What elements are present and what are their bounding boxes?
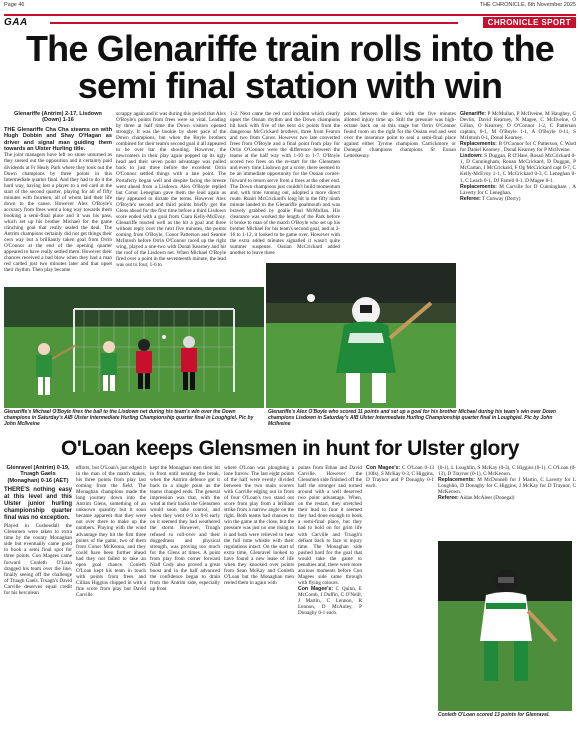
lisdown-team bbox=[460, 153, 576, 183]
story2-column-5 bbox=[298, 465, 362, 733]
story1-body-4: points between the sides with the five minutes allotted injury time up. Still the pressure was high-octane back on at this stage but Orrin O'Connor found room on the right for the Ossian end and sent over the insurance point to seal a semi-final place against either Tyrone champions Carrickmore or Donegal champions champions St Eunan Letterkenny. bbox=[344, 111, 456, 160]
photo2-caption: Glenariffe's Alex O'Boyle who scored 11 points and set up a goal for his brother Michael during his team's win over Down champions Lisdown in Saturday's AIB Ulster Intermediate Hurling Championship quarter final in Loughgiel. Pic by John McIlveine bbox=[268, 409, 556, 427]
paper-dateline: THE CHRONICLE, 6th November 2025 bbox=[479, 2, 576, 8]
glen-reps-text: B O'Connor for C Patterson, C Ward for Daniel Kearney , Donal Kearney for P McIlveine. bbox=[460, 141, 576, 154]
lis-reps-label: Replacements: bbox=[460, 183, 497, 190]
referee-name: T Conway (Derry) bbox=[481, 195, 521, 202]
story2-column-6 bbox=[366, 465, 434, 733]
photo-player-illustration bbox=[266, 263, 456, 408]
section-rule bbox=[50, 22, 458, 24]
con-magees-label: Con Magee's: bbox=[298, 585, 333, 592]
gaa-logo: GAA bbox=[4, 17, 28, 28]
glenariffe-replacements bbox=[460, 141, 576, 153]
photo3-caption: Conleth O'Loan scored 13 points for Glenravel. bbox=[438, 712, 550, 718]
photo-player-action bbox=[266, 263, 456, 408]
photo-goalmouth-illustration bbox=[4, 287, 264, 408]
second-headline: O'Loan keeps Glensmen in hunt for Ulster glory bbox=[60, 437, 519, 460]
section-header bbox=[4, 14, 576, 28]
story1-lede: THE Glenariffe Cha Cha steams on with Hugh Dobbin and Shay O'Hagan as driver and signal man guiding them towards an Ulster Hurling title. bbox=[4, 126, 112, 153]
story2-column-3 bbox=[150, 465, 220, 733]
referee-label: Referee: bbox=[460, 195, 481, 202]
story1-column-5 bbox=[460, 111, 576, 404]
con-magees-team bbox=[298, 586, 362, 616]
story2-body-3: kept the Monaghan men their bit in front until nearing the break, when the Antrim defence got it back to a single point as the teams changed ends. The general impression was that, with the wind at their backs the Glensmen would soon take control, and when they went 0-9 to 0-8 early on it seemed they had weathered the storm. However, Truagh refused to roll-over and their doggedness and physical strength, was proving too much for the Glens at times. A point from play from corner forward Niall Cody also proved a great boost and in the half advanced the confidence began to drain from the Antrim side, especially up front bbox=[150, 465, 220, 592]
story1-scoreline: Glenariffe (Antrim) 2-17, Lisdown (Down) 1-16 bbox=[14, 111, 102, 124]
glenariffe-players: P McMullan, P McIlveine, M Haughey, C Devlin, David Kearney, N Magee, C McIlveine, O Gillan, O Kearney, O O'Connor 1-2, C Patterson captain, 0-1, M O'Boyle 1-1, A O'Boyle 0-11, S McIntosh 0-1, Donal Kearney. bbox=[460, 111, 576, 142]
photo1-caption: Glenariffe's Michael O'Boyle fires the ball to the Lisdown net during his team's win over the Down champions in Saturday's AIB Ulster Intermediate Hurling Championship quarter final in Loughgiel. Pic by John McIlveine bbox=[4, 409, 254, 427]
glenariffe-team bbox=[460, 111, 576, 141]
story2-ref-label: Referee: bbox=[438, 495, 459, 502]
story1-column-2 bbox=[116, 111, 226, 285]
story2-scoreline: Glenravel (Antrim) 0-19, Truagh Gaels (Monaghan) 0-16 (AET) bbox=[6, 465, 70, 484]
lisdown-replacements bbox=[460, 184, 576, 196]
lis-reps-text: M Carville for D Cunningham , A Laverty for C Leneghan. bbox=[460, 183, 576, 196]
photo-oloan-illustration bbox=[438, 541, 572, 711]
scorers-label: Con Magee's: bbox=[366, 465, 401, 471]
con-magees-scorers bbox=[366, 465, 434, 489]
photo-goalmouth-action bbox=[4, 287, 264, 408]
glen-reps-label: Replacements: bbox=[460, 141, 497, 148]
story1-column-3 bbox=[230, 111, 340, 285]
story1-referee bbox=[460, 196, 576, 202]
story2-lede: THERE'S nothing easy at this level and this Ulster junior hurling championship quarter final was no exception. bbox=[4, 487, 72, 522]
lisdown-players: S Duggan, R O'Hare, Rosari McCrickard 0-1, D Cunningham, Ronan McCrickard, D Duggan, P McCartan, J McCrickard, F Og McCrickard capt 0-7, C Kelly-McEvoy 1-1, C McCrickard 0-3, C Leneghan 0-1, C Leach 0-1, DJ Farrell 0-1, D Magee 0-1. bbox=[460, 153, 576, 184]
story2-column-1 bbox=[4, 465, 72, 733]
photo-conleth-oloan bbox=[438, 541, 572, 711]
main-headline: The Glenariffe train rolls into the semi final station with win bbox=[25, 28, 555, 106]
story2-referee bbox=[438, 495, 576, 501]
story2-body-1: Played in Cushendall the Glensmen were taken to extra time by the county Monaghan side but eventually came good to book a semi final spot for three points. Con Magees came forward Conleth O'Loan dragged his team over the line, finally seeing off the challenge of Truagh Gaels. Truagh's David Carville deserves equal credit for his herculean bbox=[4, 523, 72, 596]
story2-column-2 bbox=[76, 465, 146, 733]
glenariffe-label: Glenariffe: bbox=[460, 111, 486, 117]
story2-ref-name: Aidan McAleer (Donegal) bbox=[459, 495, 515, 502]
story2-lineup-cont: (0-1), L Loughlin, S McKay (0-3), C Higgins (0-1), C O'Loan (0-13), D Traynor (0-1), C McKeown. bbox=[438, 465, 576, 478]
story1-column-1 bbox=[4, 111, 112, 285]
chronicle-sport-banner: CHRONICLE SPORT bbox=[483, 17, 576, 28]
story2-reps-label: Replacements: bbox=[438, 477, 475, 484]
lisdown-label: Lisdown: bbox=[460, 153, 483, 160]
story2-replacements bbox=[438, 477, 576, 495]
story1-body-3: 1-2. Next came the red card incident which clearly upset the Ossian rhythm and the Down champions hit back with five of the next six points from the dangerous McCrickard brothers, three from Fearon and two from Conor. However two late converted frees from O'Boyle and a final point from play for Orrin O'Connor were the difference between the teams at the half way with 1-10 to 1-7. O'Boyle scored two frees on the re-start for the Glensmen and every time Lisdown got a score, there seemed to be an immediate opportunity for the Ossian corner-forward to return serve from a frees at the other end. The Down champions just couldn't build momentum and, with time running out, adopted a more direct route. Ruairi McCrickard's long hit in the fifty ninth minute landed in the Glenariffe goalmouth and was bravely grabbed by goalie Paul McMullan. His clearance was worked the length of the Park before it broke to man of the match O'Boyle who set up his brother Michael for his team's second goal, and at 2-16 to 1-12, it looked to be game over. However with the extra added minutes signalled it wasn't quite summer suspense. Ossian McCrickard added another to leave three bbox=[230, 111, 340, 257]
con-magees-players: C Quinn, E McComb, J Duffin, C O'Neill, J Martin, C Lennon, R Lennon, D McAuley, P Donaghy 0-1 each. bbox=[298, 585, 362, 617]
scorers-text: C O'Loan 0-13 (10fs), S McKay 0-3, C Higgins, D Traynor and P Donaghy 0-1 each. bbox=[366, 465, 434, 490]
story2-column-7 bbox=[438, 465, 576, 537]
story1-body-1: The joint managers have left no stone unturned as they sussed out the opposition and it certainly paid dividends at Fr Healy Park where they took out the Down champions by three points in this Intermediate quarter final. And they had to do it the hard way, having lost a player to a red card at the start of the second quarter, playing for all of fifty minutes with fourteen, all of whom laid their life down to the cause. However Alex O'Boyle's accuracy from frees went a long way towards them booking a semi-final place and it was his pass, which set up his brother Michael for the game clinching goal that really sealed the deal. The Antrim champions certainly did not get things their own way but a brilliantly taken goal from Orrin O'Connor at the end of the opening quarter appeared to have really settled them. However their chances received a bad blow when they had a man red carded just two minutes later and that upset their rhythm. Then play became bbox=[4, 152, 112, 274]
story2-body-4: where O'Loan was ploughing a lone furrow. The last eight points of the half were evenly divided between the two main scorers with Carville edging out in front of four O'Loan's two stand out score from play from a brilliant strike from a narrow angle on the right. Both teams had chances to win the game at the close, but the pressure was just no one rising to it and both were relieved to hear the full time whistle with their regulations intact. On the start of extra time, Glenravel looked to have found a new lease of life when they knocked over points from Sean McKay and Conleth O'Loan but the Monaghan men reeled them in again with bbox=[224, 465, 294, 586]
page-number: Page 46 bbox=[4, 2, 25, 8]
story2-reps-text: M McDonnell for J Martin, C Laverty for L Loughlin, D Donaghy for C Higgins, J McKay for D Traynor, C McKeown. bbox=[438, 477, 576, 496]
story2-body-5: points from Ethan and David Carville. However the Glensmen side finished off the half the stronger and turned around with a well deserved two point advantage. When, on the restart, they stretched their lead to four it seemed they had done enough to book a semi-final place, but they had to hold on for grim life with Carville and Truagh's defiant back to face in injury time. The Monaghan side pushed hard for the goal that would take the game to penalties and, there were more anxious moments before Con Magees side came through with flying colours. bbox=[298, 465, 362, 586]
story2-body-2: efforts, but O'Loan's just edged it in the man of the match stakes, his three points from play last coming from the field. The Monaghan champions made the long journey down into the Antrim Glens, something of an unknown quantity but it soon became apparent that they were not over there to make up the numbers. Playing with the wind advantage they hit the first three points of the game, two of them from Conor McKenna, and they could have been further ahead had they not failed to take an open goal chance. Conleth O'Loan kept his team in touch with points from frees and Cillian Higgins chipped in with a fine score from play but David Carville bbox=[76, 465, 146, 598]
story1-column-4 bbox=[344, 111, 456, 285]
story2-column-4 bbox=[224, 465, 294, 733]
page-folio bbox=[4, 2, 576, 11]
story1-body-2: scrappy again and it was during this period that Alex O'Boyle's points from frees were so vital. Leading by three at half time the Down visitors opened strongly. It was the bookie by sheer pace of the Down champions, but when the Boyle brothers combined for their team's second goal it all appeared to be over bar the shouting. However, the newcomers in their play again popped up its ugly head and their seven point advantage was pulled back to just three before the excellent Orrin O'Connor settled things with a late point. The Portaferry began well and despite facing the breeze went ahead from a Lisdown. Alex O'Boyle replied but Conor Leneghan gave them the lead again as they appeared to dictate the terms. However Alex O'Boyle's second and third points briefly got the Glens ahead for the first time before a third Lisdown score ended with a goal from Ciara Kelly-McEvoy. Glenariffe reacted well as the hit a goal and three without reply over the next five minutes, the points coming from O'Boyle, Conor Patterson and Seamie McIntosh before Orrin O'Connor raced up the right wing, played a one-two with Donal Kearney and hit the roof of the Lisdown net. When Michael O'Boyle fired over a point in the seventeenth minute, the lead was out to four, 1-6 to bbox=[116, 111, 226, 269]
